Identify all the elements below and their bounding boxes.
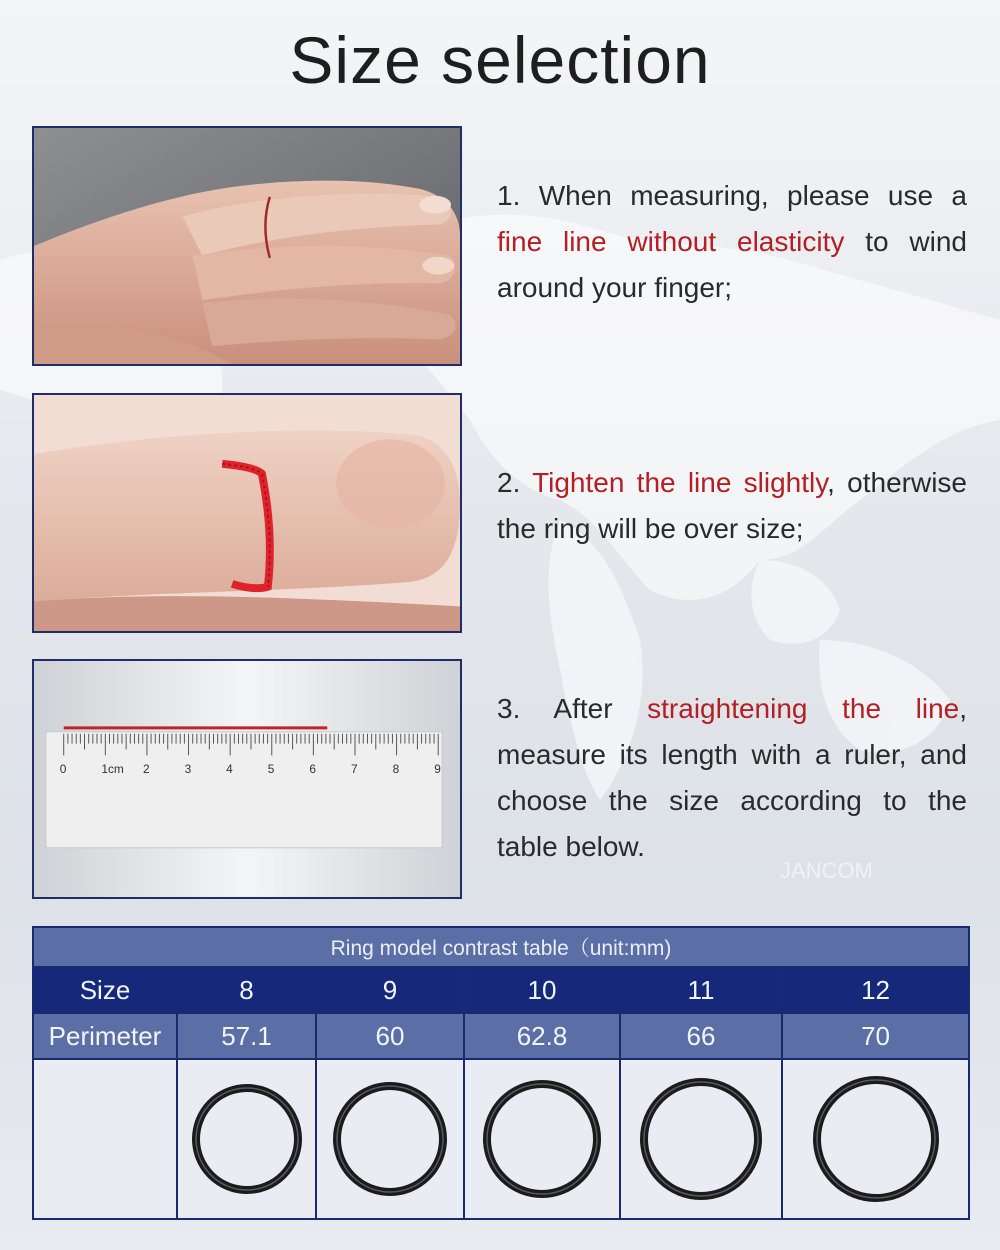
measure-finger-photo [32,126,462,366]
ring-cell [177,1059,316,1219]
size-cell: 10 [464,967,620,1013]
step-1-text [497,173,967,311]
ruler-label: 0 [59,762,67,777]
ring-icon [635,1073,767,1205]
ring-icon [478,1075,606,1203]
size-row [33,967,969,1013]
size-cell: 12 [782,967,969,1013]
perimeter-row [33,1013,969,1059]
step-2-prefix: 2. [497,467,533,498]
ring-cell [782,1059,969,1219]
step-2-text [497,460,967,552]
step-2-highlight: Tighten the line slightly [532,467,828,498]
ruler-label: 1cm [101,762,124,777]
step-3-text [497,686,967,870]
ruler-photo [32,659,462,899]
ruler-label: 9 [434,762,441,777]
ruler-label: 8 [392,762,400,777]
ring-icon [187,1079,307,1199]
ring-cell [464,1059,620,1219]
size-cell: 8 [177,967,316,1013]
perimeter-label: Perimeter [33,1013,177,1059]
perimeter-cell: 60 [316,1013,464,1059]
empty-cell [33,1059,177,1219]
ring-cell [316,1059,464,1219]
watermark: JANCOM [780,858,873,883]
size-cell: 11 [620,967,782,1013]
step-1-suffix: to wind around your finger; [497,226,967,303]
ring-image-row [33,1059,969,1219]
tighten-line-photo [32,393,462,633]
size-label: Size [33,967,177,1013]
ruler-label: 5 [267,762,275,777]
perimeter-cell: 57.1 [177,1013,316,1059]
step-3-highlight: straightening the line [647,693,960,724]
perimeter-cell: 70 [782,1013,969,1059]
ring-size-table [32,926,968,1224]
step-3-prefix: 3. After [497,693,648,724]
ring-icon [808,1071,944,1207]
step-3-suffix: , measure its length with a ruler, and choose the size according to the table below. [497,693,967,862]
page-title: Size selection [289,23,711,97]
ring-icon [328,1077,452,1201]
ruler-label: 4 [226,762,233,777]
ring-cell [620,1059,782,1219]
size-cell: 9 [316,967,464,1013]
table-caption: Ring model contrast table（unit:mm) [33,927,969,967]
perimeter-cell: 62.8 [464,1013,620,1059]
step-2-suffix: , otherwise the ring will be over size; [497,467,967,544]
step-1-highlight: fine line without elasticity [497,226,845,257]
ruler-label: 3 [184,762,192,777]
ruler-label: 2 [142,762,150,777]
perimeter-cell: 66 [620,1013,782,1059]
ruler-label: 6 [309,762,317,777]
ruler-label: 7 [351,762,358,777]
step-1-prefix: 1. When measuring, please use a [497,180,967,211]
